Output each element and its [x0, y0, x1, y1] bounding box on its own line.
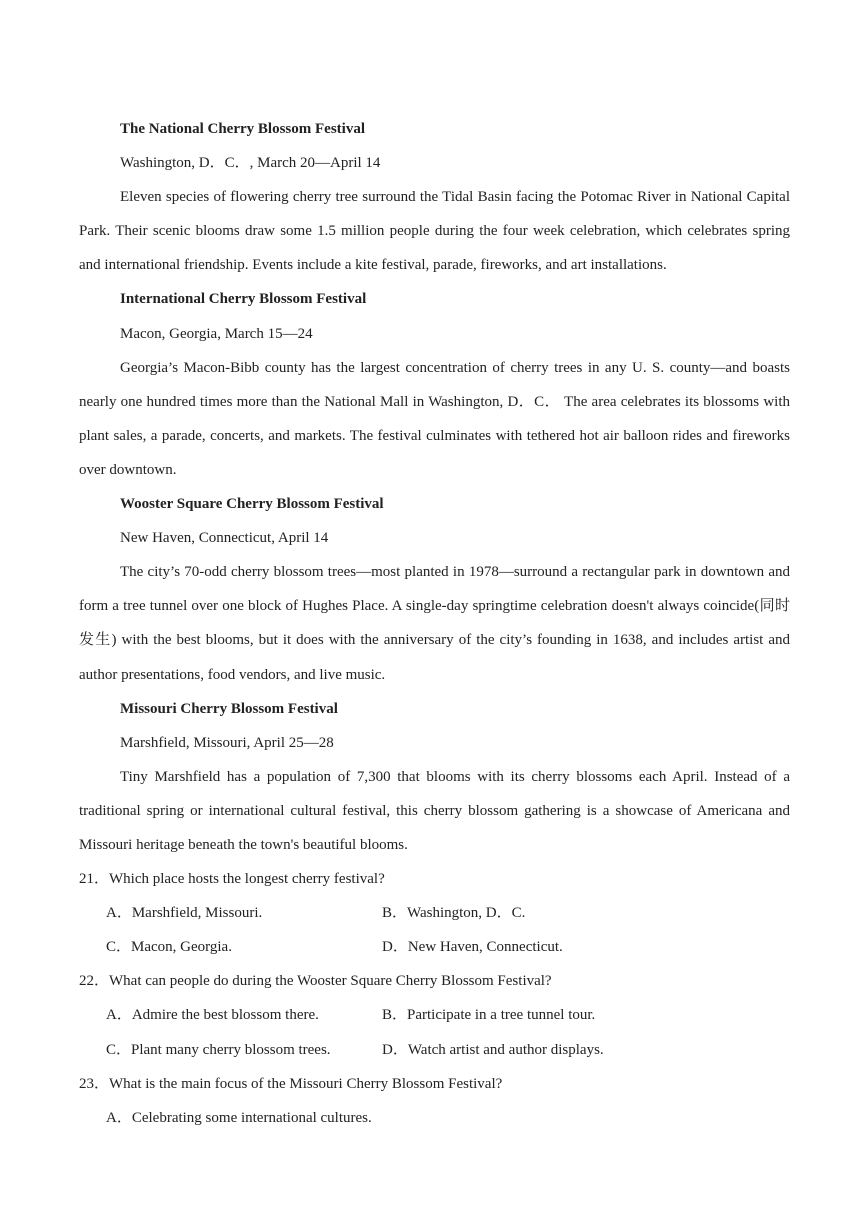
option-a: A．Admire the best blossom there. — [106, 1007, 319, 1024]
question-stem: 23．What is the main focus of the Missouri Cherry Blossom Festival? — [79, 1075, 503, 1092]
question-stem: 21．Which place hosts the longest cherry festival? — [79, 871, 385, 888]
festival-title: The National Cherry Blossom Festival — [120, 121, 365, 137]
option-row — [79, 1033, 790, 1067]
option-row — [79, 1101, 790, 1135]
option-b: B．Participate in a tree tunnel tour. — [382, 1007, 596, 1024]
festival-title: International Cherry Blossom Festival — [120, 291, 367, 308]
option-d: D．New Haven, Connecticut. — [382, 939, 563, 956]
option-c: C．Macon, Georgia. — [106, 939, 232, 956]
question-block — [79, 1067, 790, 1135]
festival-description: The city’s 70-odd cherry blossom trees—most planted in 1978—surround a rectangular park in downtown and form a tree tunnel over one block of Hughes Place. A single-day springtime celebration doesn't always coincide(同时发生) with the best blooms, but it does with the anniversary of the city’s founding in 1638, and includes artist and author presentations, food vendors, and live music. — [79, 564, 790, 683]
festival-section — [79, 692, 790, 862]
question-block — [79, 862, 790, 964]
option-d: D．Watch artist and author displays. — [382, 1041, 604, 1058]
festival-location: Washington, D．C．, March 20—April 14 — [120, 155, 381, 172]
festival-description: Georgia’s Macon-Bibb county has the largest concentration of cherry trees in any U. S. county—and boasts nearly one hundred times more than the National Mall in Washington, D．C． The area celebrates its blossoms with plant sales, a parade, concerts, and markets. The festival culminates with tethered hot air balloon rides and fireworks over downtown. — [79, 359, 790, 478]
festival-section — [79, 282, 790, 487]
option-b: B．Washington, D．C. — [382, 905, 526, 922]
question-block — [79, 964, 790, 1066]
festival-description: Tiny Marshfield has a population of 7,300 that blooms with its cherry blossoms each April. Instead of a traditional spring or international cultural festival, this cherry blossom gathering is a showcase of Americana and Missouri heritage beneath the town's beautiful blooms. — [79, 768, 790, 853]
festival-title: Wooster Square Cherry Blossom Festival — [120, 496, 384, 513]
festival-title: Missouri Cherry Blossom Festival — [120, 700, 338, 717]
question-stem: 22．What can people do during the Wooster Square Cherry Blossom Festival? — [79, 973, 552, 990]
option-a: A．Marshfield, Missouri. — [106, 905, 263, 922]
festival-section — [79, 487, 790, 692]
option-row — [79, 896, 790, 930]
option-row — [79, 930, 790, 964]
festival-location: Macon, Georgia, March 15—24 — [120, 325, 313, 342]
option-row — [79, 998, 790, 1032]
option-a: A．Celebrating some international cultures. — [106, 1109, 372, 1126]
festival-location: Marshfield, Missouri, April 25—28 — [120, 734, 334, 751]
exam-page — [79, 112, 790, 1135]
option-c: C．Plant many cherry blossom trees. — [106, 1041, 331, 1058]
festival-section — [79, 112, 790, 282]
festival-location: New Haven, Connecticut, April 14 — [120, 530, 329, 547]
festival-description: Eleven species of flowering cherry tree surround the Tidal Basin facing the Potomac River in National Capital Park. Their scenic blooms draw some 1.5 million people during the four week celebration, which celebrates spring and international friendship. Events include a kite festival, parade, fireworks, and art installations. — [79, 189, 790, 274]
